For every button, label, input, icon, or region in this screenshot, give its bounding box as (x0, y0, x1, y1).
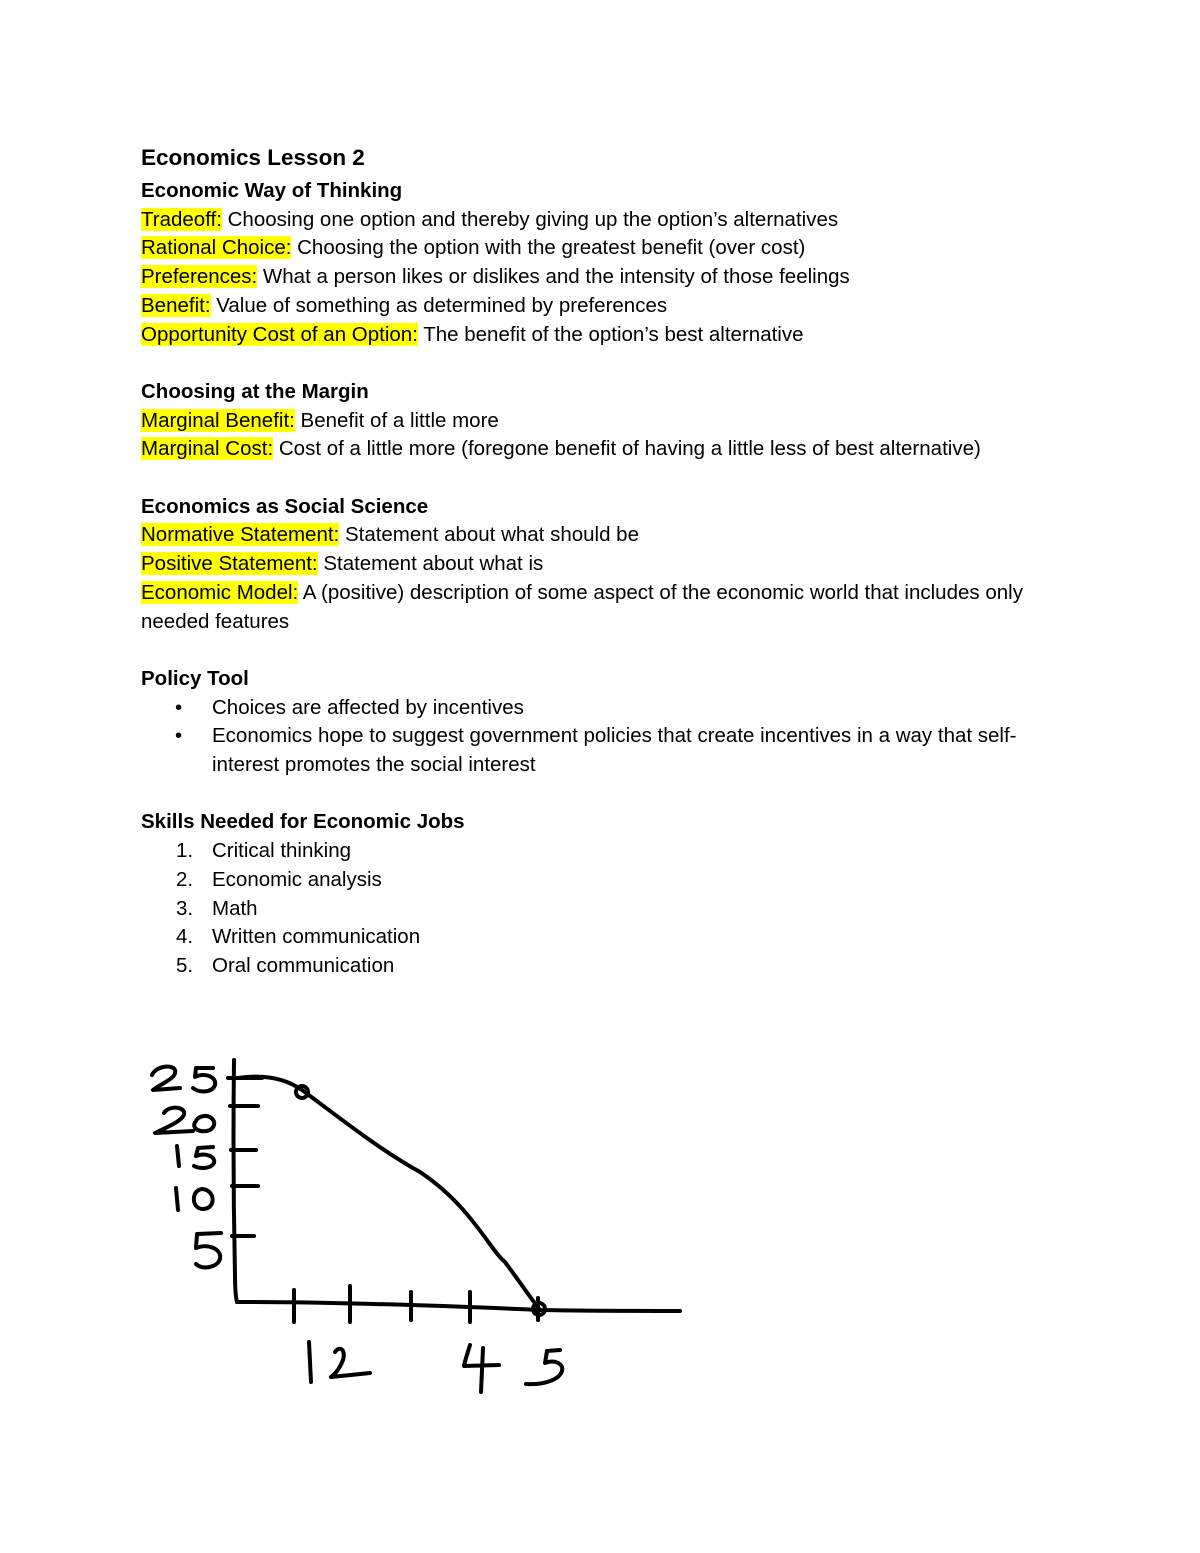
definition: Cost of a little more (foregone benefit of having a little less of best alternative) (273, 437, 981, 461)
term: Marginal Benefit: (141, 408, 295, 432)
list-number: 3. (176, 896, 194, 920)
y-axis (234, 1060, 237, 1302)
section-heading-skills: Skills Needed for Economic Jobs (141, 810, 465, 834)
definition: Value of something as determined by preferences (210, 293, 668, 317)
list-item-text: Critical thinking (212, 839, 351, 863)
y-label-5 (196, 1233, 221, 1267)
section-heading-margin: Choosing at the Margin (141, 379, 369, 403)
section-heading-policy-tool: Policy Tool (141, 666, 249, 690)
curve-line (238, 1077, 540, 1310)
section-heading-social-science: Economics as Social Science (141, 494, 429, 518)
x-label-2 (331, 1349, 370, 1377)
term: Tradeoff: (141, 207, 222, 231)
definition: Choosing one option and thereby giving up the option’s alternatives (221, 207, 839, 231)
term: Preferences: (141, 265, 258, 289)
term: Positive Statement: (141, 552, 318, 576)
term: Rational Choice: (141, 236, 292, 260)
list-item-text: Oral communication (212, 953, 395, 977)
definition: Choosing the option with the greatest benefit (over cost) (291, 236, 806, 260)
list-number: 5. (176, 953, 194, 977)
y-label-10 (176, 1188, 213, 1210)
y-label-15 (177, 1146, 214, 1168)
x-label-4 (464, 1345, 499, 1392)
list-item-text: Economic analysis (212, 867, 382, 891)
x-label-5 (526, 1350, 562, 1384)
definition: Statement about what is (317, 552, 544, 576)
x-axis (237, 1302, 680, 1311)
list-item-text: Choices are affected by incentives (212, 695, 524, 719)
definition: The benefit of the option’s best alternative (417, 322, 804, 346)
list-number: 2. (176, 867, 194, 891)
list-number: 4. (176, 925, 194, 949)
list-item-text: Math (212, 896, 258, 920)
term: Benefit: (141, 293, 211, 317)
bullet-icon: • (175, 724, 183, 748)
bullet-icon: • (175, 695, 183, 719)
definition: A (positive) description of some aspect of the economic world that includes only needed features (141, 580, 1023, 633)
definition: Benefit of a little more (294, 408, 499, 432)
term: Normative Statement: (141, 523, 340, 547)
term: Economic Model: (141, 580, 299, 604)
list-item-text: Economics hope to suggest government policies that create incentives in a way that self-interest promotes the social interest (212, 724, 1017, 777)
x-label-1 (309, 1342, 311, 1382)
term: Opportunity Cost of an Option: (141, 322, 418, 346)
document-title: Economics Lesson 2 (141, 145, 365, 170)
definition: What a person likes or dislikes and the intensity of those feelings (257, 265, 850, 289)
y-label-25 (152, 1067, 215, 1092)
list-number: 1. (176, 839, 194, 863)
list-item-text: Written communication (212, 925, 421, 949)
term: Marginal Cost: (141, 437, 274, 461)
y-label-20 (155, 1108, 214, 1133)
definition: Statement about what should be (339, 523, 639, 547)
section-heading-economic-way: Economic Way of Thinking (141, 179, 403, 202)
